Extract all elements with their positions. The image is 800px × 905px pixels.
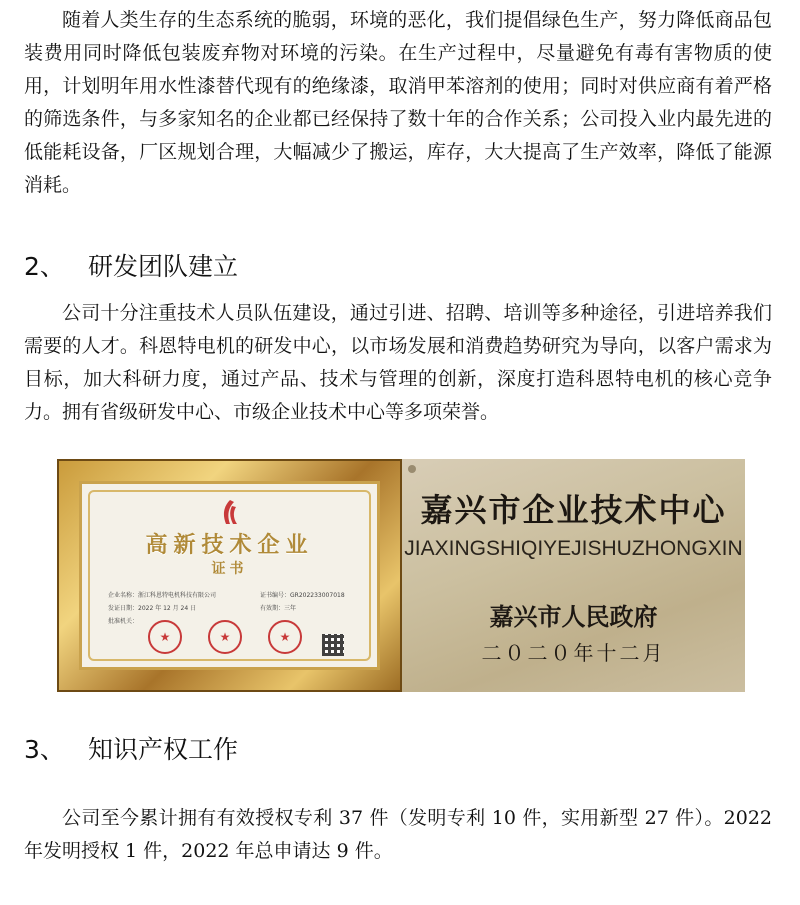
certificate-panel [79, 481, 380, 670]
enterprise-tech-center-plaque-photo [402, 459, 745, 692]
issue-date-row: 发证日期：2022 年 12 月 24 日 [108, 605, 197, 612]
validity-row: 有效期：三年 [260, 605, 297, 612]
red-seal-icon [268, 620, 302, 654]
intro-paragraph: 随着人类生存的生态系统的脆弱，环境的恶化，我们提倡绿色生产，努力降低商品包装费用同时降低包装废弃物对环境的污染。在生产过程中，尽量避免有毒有害物质的使用，计划明年用水性漆替代现有的绝缘漆，取消甲苯溶剂的使用；同时对供应商有着严格的筛选条件，与多家知名的企业都已经保持了数十年的合作关系；公司投入业内最先进的低能耗设备，厂区规划合理，大幅减少了搬运，库存，大大提高了生产效率，降低了能源消耗。 [24, 9, 772, 196]
ip-paragraph: 公司至今累计拥有有效授权专利 37 件（发明专利 10 件，实用新型 27 件）。2022 年发明授权 1 件，2022 年总申请达 9 件。 [24, 807, 772, 862]
plaque-pinyin: JIAXINGSHIQIYEJISHUZHONGXIN [404, 537, 743, 560]
section-number: 2、 [24, 252, 65, 281]
authority-row: 批准机关： [108, 618, 139, 625]
section-number: 3、 [24, 735, 65, 764]
rd-team-paragraph: 公司十分注重技术人员队伍建设，通过引进、招聘、培训等多种途径，引进培养我们需要的人才。科恩特电机的研发中心，以市场发展和消费趋势研究为导向，以客户需求为目标，加大科研力度，通过产品、技术与管理的创新，深度打造科恩特电机的核心竞争力。拥有省级研发中心、市级企业技术中心等多项荣誉。 [24, 302, 772, 423]
qr-code-icon [322, 634, 344, 656]
red-seal-icon [148, 620, 182, 654]
red-seal-icon [208, 620, 242, 654]
national-emblem-icon [216, 498, 244, 526]
plaque-issuer: 嘉兴市人民政府 [489, 602, 658, 631]
plaque-date: 二０二０年十二月 [481, 641, 666, 665]
certificate-title: 高新技术企业 [145, 533, 314, 558]
certificate-subtitle: 证书 [211, 561, 248, 577]
section-title: 研发团队建立 [88, 252, 239, 281]
high-tech-certificate-photo [57, 459, 402, 692]
plaque-title: 嘉兴市企业技术中心 [420, 491, 727, 529]
section-title: 知识产权工作 [88, 735, 239, 764]
cert-number-row: 证书编号：GR202233007018 [260, 592, 345, 599]
company-row: 企业名称：浙江科恩特电机科技有限公司 [108, 592, 217, 599]
section-heading-rd-team [24, 252, 238, 282]
section-heading-ip [24, 735, 238, 765]
